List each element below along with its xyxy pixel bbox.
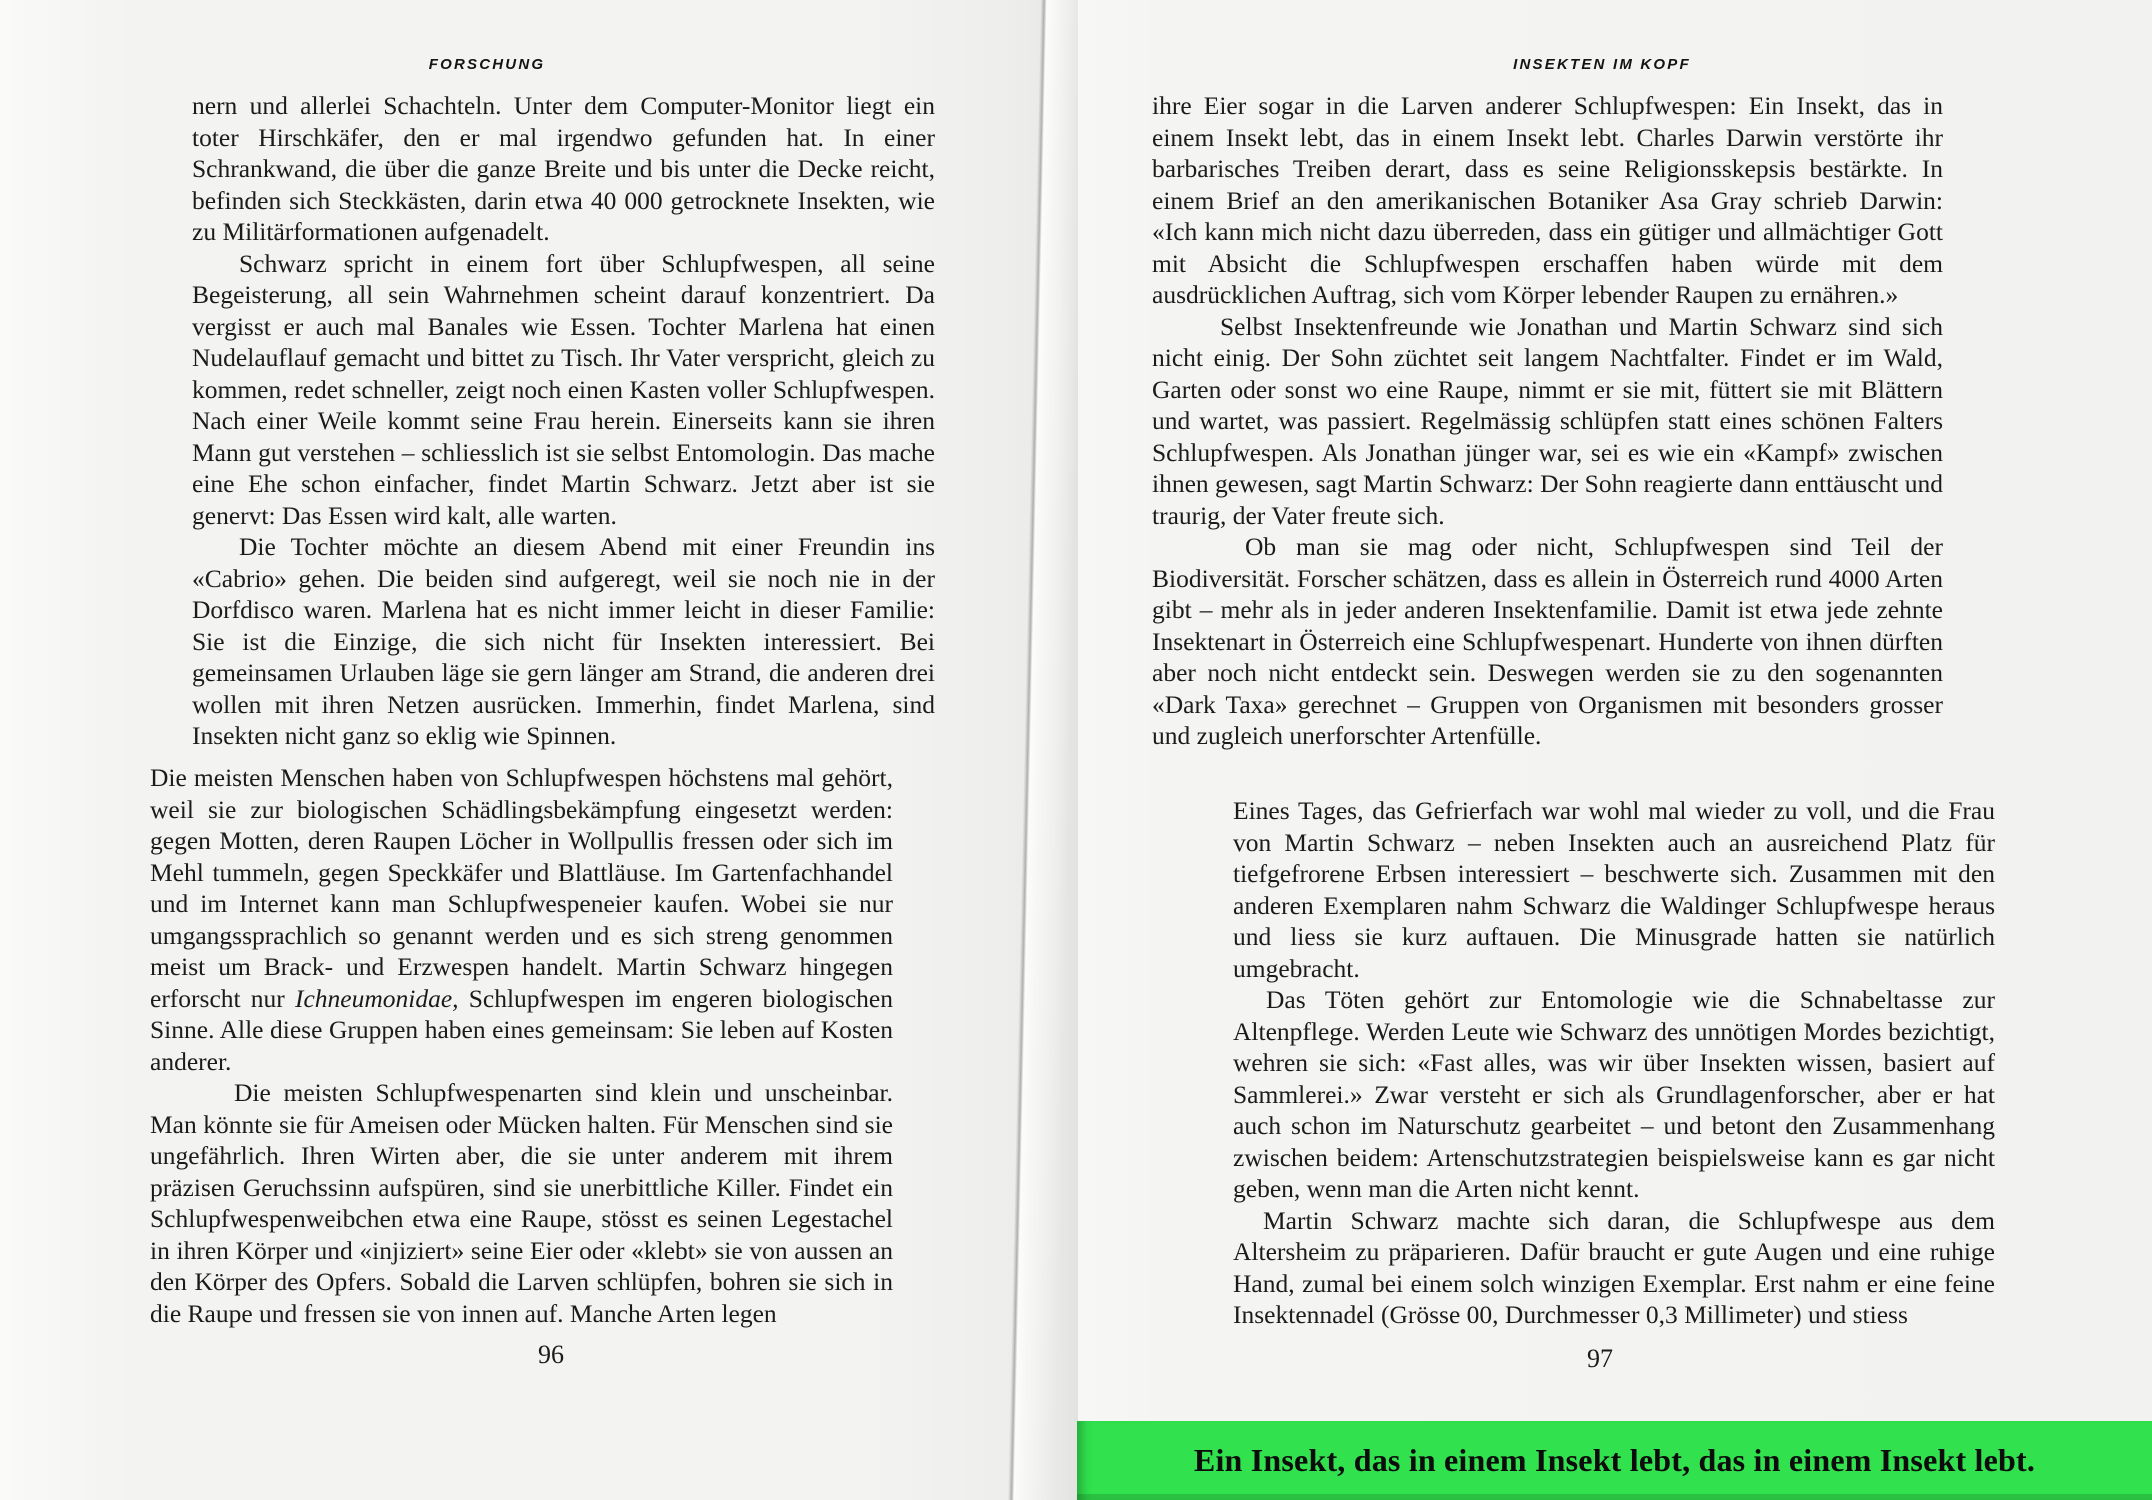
right-text-block-1 xyxy=(1152,90,1943,752)
running-head-left: FORSCHUNG xyxy=(428,56,546,73)
left-text-block-1 xyxy=(192,90,935,752)
body-paragraph: Ob man sie mag oder nicht, Schlupfwespen sind Teil der Biodiversität. Forscher schätzen, dass es allein in Österreich rund 4000 Arten gibt – mehr als in jeder anderen Insektenfamilie. Damit ist etwa jede zehnte Insektenart in Österreich eine Schlupfwespenart. Hunderte von ihnen dürften aber noch nicht entdeckt sein. Deswegen werden sie zu den sogenannten «Dark Taxa» gerechnet – Gruppen von Organismen mit besonders grosser und zugleich unerforschter Artenfülle. xyxy=(1152,532,1943,750)
body-paragraph: Martin Schwarz machte sich daran, die Schlupfwespe aus dem Altersheim zu präparieren. Dafür braucht er gute Augen und eine ruhige Hand, zumal bei einem solch winzigen Exemplar. Erst nahm er eine feine Insektennadel (Grösse 00, Durchmesser 0,3 Millimeter) und stiess xyxy=(1233,1205,1995,1329)
page-number-right: 97 xyxy=(1587,1344,1613,1373)
body-paragraph: Schwarz spricht in einem fort über Schlupfwespen, all seine Begeisterung, all sein Wahrnehmen scheint darauf konzentriert. Da vergisst er auch mal Banales wie Essen. Tochter Marlena hat einen Nudelauflauf gemacht und bittet zu Tisch. Ihr Vater verspricht, gleich zu kommen, redet schneller, zeigt noch einen Kasten voller Schlupfwespen. Nach einer Weile kommt seine Frau herein. Einerseits kann sie ihren Mann gut verstehen – schliesslich ist sie selbst Entomologin. Das mache eine Ehe schon einfacher, findet Martin Schwarz. Jetzt aber ist sie genervt: Das Essen wird kalt, alle warten. xyxy=(192,248,935,530)
latin-species-term: Ichneumonidae, xyxy=(294,983,459,1013)
quote-banner-text: Ein Insekt, das in einem Insekt lebt, das in einem Insekt lebt. xyxy=(1193,1442,2036,1478)
body-paragraph: Selbst Insektenfreunde wie Jonathan und Martin Schwarz sind sich nicht einig. Der Sohn züchtet seit langem Nachtfalter. Findet er im Wald, Garten oder sonst wo eine Raupe, nimmt er sie mit, füttert sie mit Blättern und wartet, was passiert. Regelmässig schlüpfen statt eines schönen Falters Schlupfwespen. Als Jonathan jünger war, sei es wie ein «Kampf» zwischen ihnen gewesen, sagt Martin Schwarz: Der Sohn reagierte dann enttäuscht und traurig, der Vater freute sich. xyxy=(1152,311,1943,530)
body-paragraph: Die meisten Schlupfwespenarten sind klein und unscheinbar. Man könnte sie für Ameisen oder Mücken halten. Für Menschen sind sie ungefährlich. Ihren Wirten aber, die sie unter anderem mit ihrem präzisen Geruchssinn aufspüren, sind sie unerbittliche Killer. Findet ein Schlupfwespenweibchen etwa eine Raupe, stösst es seinen Legestachel in ihren Körper und «injiziert» seine Eier oder «klebt» sie von aussen an den Körper des Opfers. Sobald die Larven schlüpfen, bohren sie sich in die Raupe und fressen sie von innen auf. Manche Arten legen xyxy=(150,1078,893,1328)
body-paragraph xyxy=(150,762,893,1077)
body-paragraph: Die Tochter möchte an diesem Abend mit einer Freundin ins «Cabrio» gehen. Die beiden sind aufgeregt, weil sie noch nie in der Dorfdisco waren. Marlena hat es nicht immer leicht in dieser Familie: Sie ist die Einzige, die sich nicht für Insekten interessiert. Bei gemeinsamen Urlauben läge sie gern länger am Strand, die anderen drei wollen mit ihren Netzen ausrücken. Immerhin, findet Marlena, sind Insekten nicht ganz so eklig wie Spinnen. xyxy=(192,532,935,750)
running-head-right: INSEKTEN IM KOPF xyxy=(1513,56,1691,73)
body-paragraph: nern und allerlei Schachteln. Unter dem Computer-Monitor liegt ein toter Hirschkäfer, den er mal irgendwo gefunden hat. In einer Schrankwand, die über die ganze Breite und bis unter die Decke reicht, befinden sich Steckkästen, darin etwa 40 000 getrocknete Insekten, wie zu Militärformationen aufgenadelt. xyxy=(192,91,935,246)
paragraph-text: Die meisten Menschen haben von Schlupfwespen höchstens mal gehört, weil sie zur biologischen Schädlingsbekämpfung eingesetzt werden: gegen Motten, deren Raupen Löcher in Wollpullis fressen oder sich im Mehl tummeln, gegen Speckkäfer und Blattläuse. Im Gartenfachhandel und im Internet kann man Schlupfwespeneier kaufen. Wobei sie nur umgangssprachlich so genannt werden und es sich streng genommen meist um Brack- und Erzwespen handelt. Martin Schwarz hingegen erforscht nur xyxy=(150,763,893,1013)
body-paragraph: Eines Tages, das Gefrierfach war wohl mal wieder zu voll, und die Frau von Martin Schwarz – neben Insekten auch an ausreichend Platz für tiefgefrorene Erbsen interessiert – beschwerte sich. Zusammen mit den anderen Exemplaren nahm Schwarz die Waldinger Schlupfwespe heraus und liess sie kurz auftauen. Die Minusgrade hatten sie natürlich umgebracht. xyxy=(1233,796,1995,983)
paragraph-text: Schlupfwespen im engeren biologischen Sinne. Alle diese Gruppen haben eines gemeinsam: Sie leben auf Kosten anderer. xyxy=(150,983,893,1076)
body-paragraph: ihre Eier sogar in die Larven anderer Schlupfwespen: Ein Insekt, das in einem Insekt lebt, das in einem Insekt lebt. Charles Darwin verstörte ihr barbarisches Treiben derart, dass es seine Religionsskepsis bestärkte. In einem Brief an den amerikanischen Botaniker Asa Gray schrieb Darwin: «Ich kann mich nicht dazu überreden, dass ein gütiger und allmächtiger Gott mit Absicht die Schlupfwespen erschaffen haben würde mit dem ausdrücklichen Auftrag, sich vom Körper lebender Raupen zu ernähren.» xyxy=(1152,91,1943,309)
body-paragraph: Das Töten gehört zur Entomologie wie die Schnabeltasse zur Altenpflege. Werden Leute wie Schwarz des unnötigen Mordes bezichtigt, wehren sie sich: «Fast alles, was wir über Insekten wissen, basiert auf Sammlerei.» Zwar versteht er sich als Grundlagenforscher, aber er hat auch schon im Naturschutz gearbeitet – und betont den Zusammenhang zwischen beidem: Artenschutzstrategien beispielsweise kann es gar nicht geben, wenn man die Arten nicht kennt. xyxy=(1233,985,1995,1203)
quote-banner xyxy=(1077,1421,2152,1500)
right-text-block-2 xyxy=(1233,795,1995,1331)
left-text-block-2 xyxy=(150,762,893,1329)
page-number-left: 96 xyxy=(538,1340,564,1369)
